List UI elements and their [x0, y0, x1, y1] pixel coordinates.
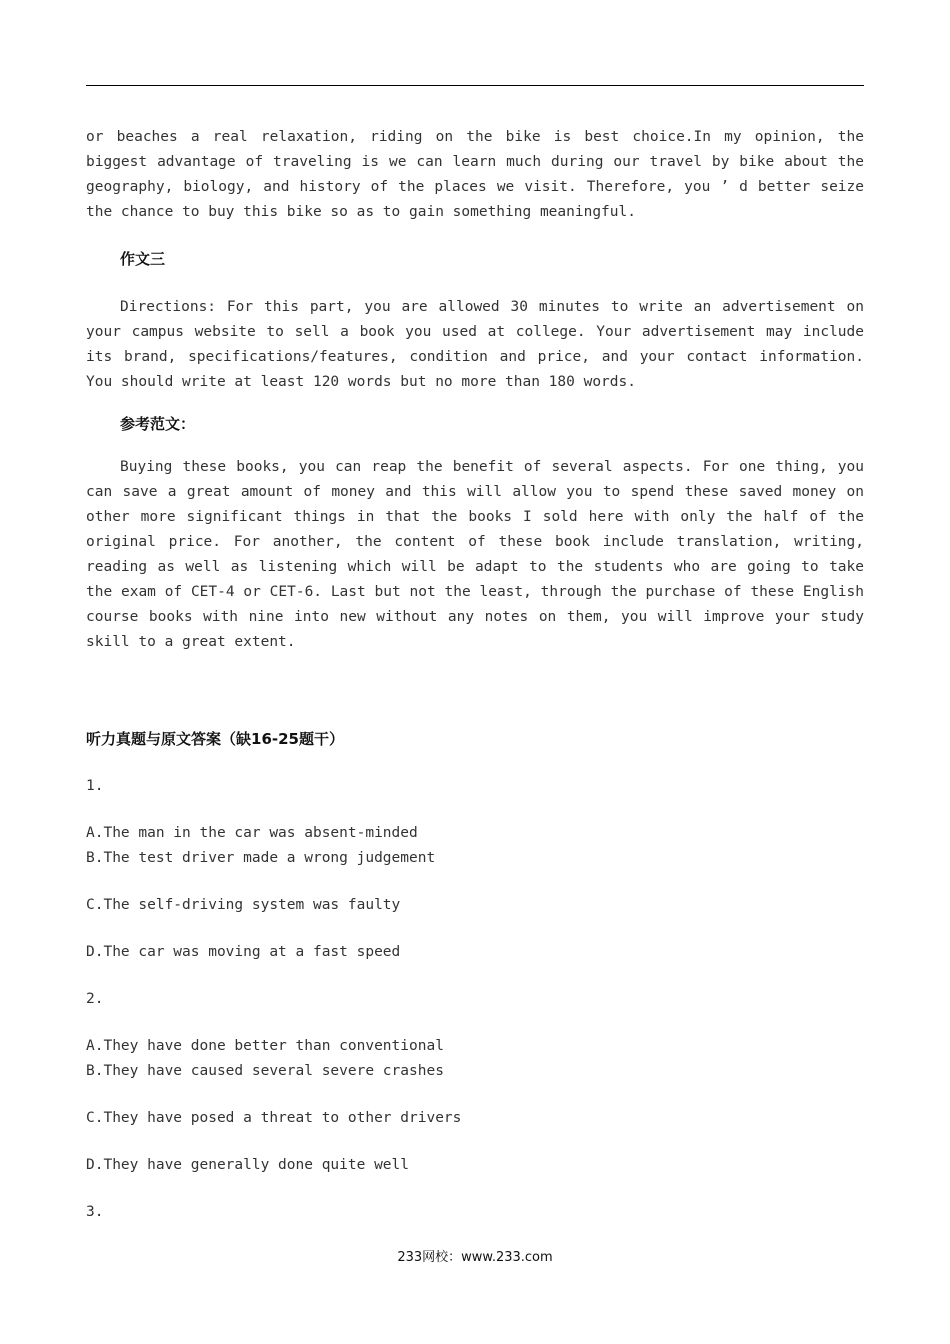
question-3-number: 3. — [86, 1204, 104, 1220]
essay2-tail-paragraph: or beaches a real relaxation, riding on the bike is best choice.In my opinion, the biggest advantage of traveling is we can learn much during our travel by bike about the geography, biology, and history of the places we visit. Therefore, you ’ d better seize the chance to buy this bike so as to gain something meaningful. — [86, 129, 864, 220]
question-2-number: 2. — [86, 991, 104, 1007]
question-2-option-c: C.They have posed a threat to other drivers — [86, 1110, 462, 1126]
question-1-option-a: A.The man in the car was absent-minded — [86, 825, 418, 841]
sample-essay-paragraph: Buying these books, you can reap the benefit of several aspects. For one thing, you can save a great amount of money and this will allow you to spend these saved money on other more significant things in that the books I sold here with only the half of the original price. For another, the content of these book include translation, writing, reading as well as listening which will be adapt to the students who are going to take the exam of CET-4 or CET-6. Last but not the least, through the purchase of these English course books with nine into new without any notes on them, you will improve your study skill to a great extent. — [86, 459, 864, 650]
question-2-option-b: B.They have caused several severe crashes — [86, 1063, 444, 1079]
sample-essay-heading: 参考范文： — [120, 415, 196, 433]
question-1-option-d: D.The car was moving at a fast speed — [86, 944, 401, 960]
essay3-heading: 作文三 — [120, 250, 166, 268]
essay3-directions-paragraph: Directions: For this part, you are allowed 30 minutes to write an advertisement on your campus website to sell a book you used at college. Your advertisement may include its brand, specifications/features, condition and price, and your contact information. You should write at least 120 words but no more than 180 words. — [86, 299, 864, 390]
question-1-option-c: C.The self-driving system was faulty — [86, 897, 401, 913]
question-1-number: 1. — [86, 778, 104, 794]
document-body — [86, 125, 864, 1225]
page-footer: 233网校：www.233.com — [397, 1250, 553, 1265]
question-1-option-b: B.The test driver made a wrong judgement — [86, 850, 436, 866]
header-rule — [86, 85, 864, 86]
question-2-option-d: D.They have generally done quite well — [86, 1157, 410, 1173]
question-2-option-a: A.They have done better than conventional — [86, 1038, 444, 1054]
listening-section-heading: 听力真题与原文答案（缺16-25题干） — [86, 730, 344, 748]
